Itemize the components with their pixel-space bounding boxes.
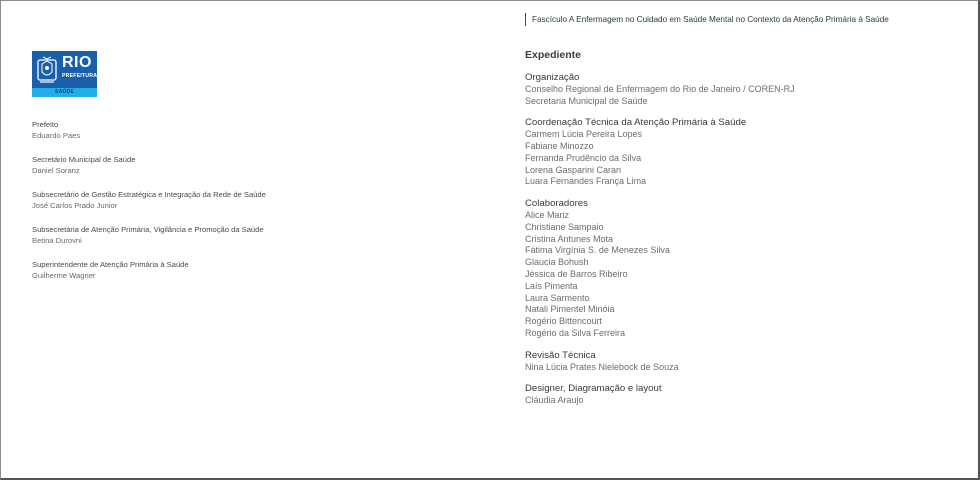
section-line: Secretaria Municipal de Saúde: [525, 95, 648, 106]
section-line: Nina Lúcia Prates Nielebock de Souza: [525, 361, 679, 372]
section-title: Colaboradores: [525, 198, 588, 210]
official-role: Superintendente de Atenção Primária à Saúde: [32, 260, 189, 269]
section-title: Revisão Técnica: [525, 349, 596, 361]
official-entry: [32, 190, 392, 211]
section-colaboradores: [525, 198, 965, 340]
logo-prefeitura-text: PREFEITURA: [62, 73, 98, 79]
section-line: Carmem Lúcia Pereira Lopes: [525, 129, 643, 140]
section-line: Conselho Regional de Enfermagem do Rio de Janeiro / COREN-RJ: [525, 83, 795, 94]
official-role: Subsecretário de Gestão Estratégica e Integração da Rede de Saúde: [32, 190, 266, 199]
section-title: Coordenação Técnica da Atenção Primária à Saúde: [525, 117, 747, 129]
official-role: Subsecretária de Atenção Primária, Vigilância e Promoção da Saúde: [32, 225, 264, 234]
official-name: Betina Durovni: [32, 236, 82, 245]
expediente-column: [525, 48, 965, 417]
rio-prefeitura-logo: [32, 51, 97, 97]
section-line: Cristina Antunes Mota: [525, 233, 614, 244]
section-line: Natali Pimentel Minóia: [525, 304, 615, 315]
running-header: Fascículo A Enfermagem no Cuidado em Saúde Mental no Contexto da Atenção Primária à Saúde: [525, 13, 889, 26]
logo-rio-text: RIO: [62, 54, 92, 71]
official-entry: [32, 155, 392, 176]
official-role: Secretário Municipal de Saúde: [32, 155, 136, 164]
section-line: Christiane Sampaio: [525, 221, 604, 232]
official-name: Daniel Soranz: [32, 166, 80, 175]
section-line: Fabiane Minozzo: [525, 140, 594, 151]
official-role: Prefeito: [32, 120, 59, 129]
section-line: Fernanda Prudêncio da Silva: [525, 152, 642, 163]
section-revisao-tecnica: [525, 350, 965, 374]
logo-blue-block: [32, 51, 97, 88]
section-line: Lorena Gasparini Caran: [525, 164, 622, 175]
section-line: Alice Mariz: [525, 209, 570, 220]
section-line: Rogério Bittencourt: [525, 316, 603, 327]
officials-list: [32, 120, 392, 295]
official-name: José Carlos Prado Junior: [32, 201, 118, 210]
section-line: Rogério da Silva Ferreira: [525, 327, 626, 338]
section-coordenacao: [525, 117, 965, 188]
official-entry: [32, 260, 392, 281]
logo-saude-band: SAÚDE: [32, 88, 97, 97]
official-entry: [32, 225, 392, 246]
official-entry: [32, 120, 392, 141]
city-crest-icon: [36, 56, 58, 84]
official-name: Eduardo Paes: [32, 131, 81, 140]
section-line: Laura Sarmento: [525, 292, 590, 303]
section-line: Fátima Virgínia S. de Menezes Silva: [525, 245, 670, 256]
section-line: Luara Fernandes França Lima: [525, 176, 647, 187]
section-line: Cláudia Araujo: [525, 395, 584, 406]
official-name: Guilherme Wagner: [32, 271, 96, 280]
section-organizacao: [525, 72, 965, 107]
section-design: [525, 383, 965, 407]
expediente-title: Expediente: [525, 49, 582, 61]
section-line: Glaucia Bohush: [525, 257, 589, 268]
section-title: Designer, Diagramação e layout: [525, 383, 662, 395]
section-line: Laís Pimenta: [525, 280, 578, 291]
section-title: Organização: [525, 72, 580, 83]
section-line: Jéssica de Barros Ribeiro: [525, 268, 628, 279]
